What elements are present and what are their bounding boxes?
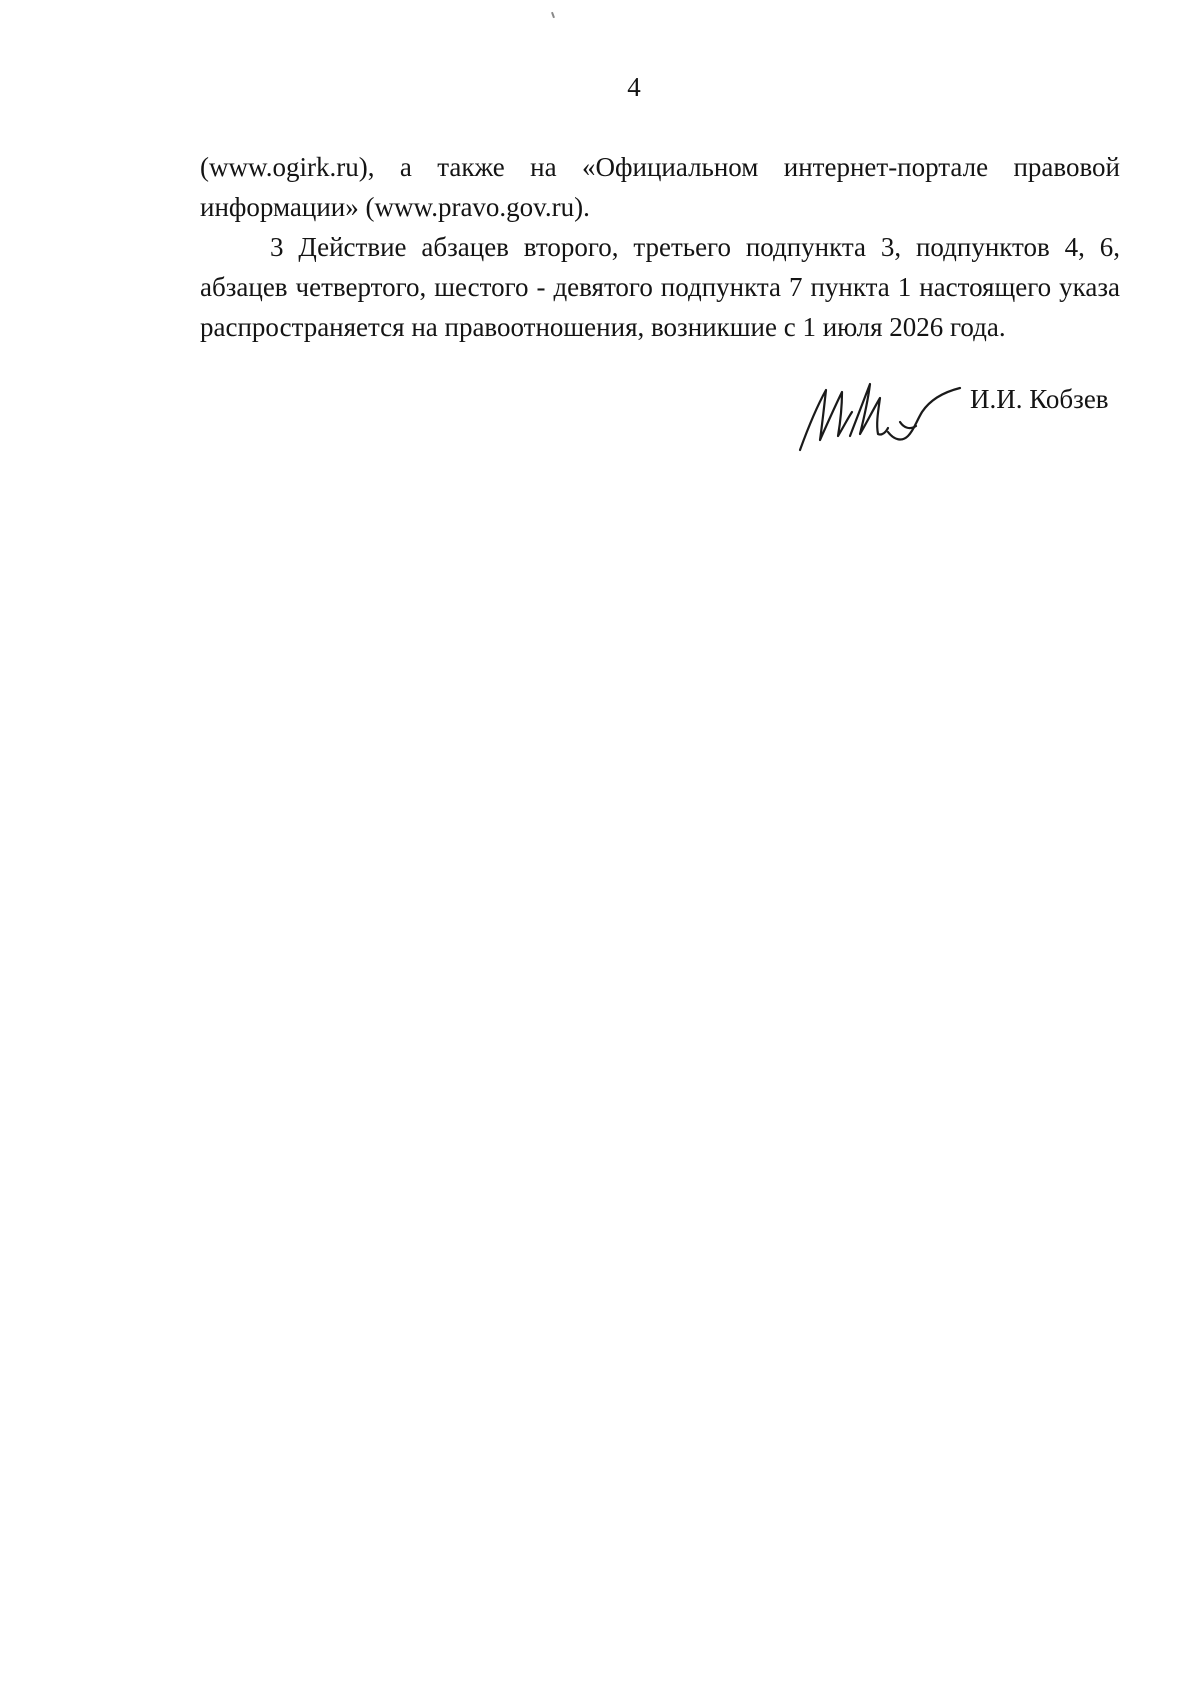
paragraph-effective-date: 3 Действие абзацев второго, третьего подпункта 3, подпунктов 4, 6, абзацев четвертого, шестого - девятого подпункта 7 пункта 1 настоящего указа распространяется на правоотношения, возникшие с 1 июля 2026 года. [200,232,1120,342]
signature-block [790,378,1130,458]
handwritten-signature [790,378,980,458]
page-number: 4 [627,72,641,102]
scan-speck [551,12,555,18]
paragraph-publication-sources: (www.ogirk.ru), а также на «Официальном интернет-портале правовой информации» (www.pravo.gov.ru). [200,152,1120,222]
signer-name: И.И. Кобзев [970,384,1109,414]
document-body [200,147,1120,347]
